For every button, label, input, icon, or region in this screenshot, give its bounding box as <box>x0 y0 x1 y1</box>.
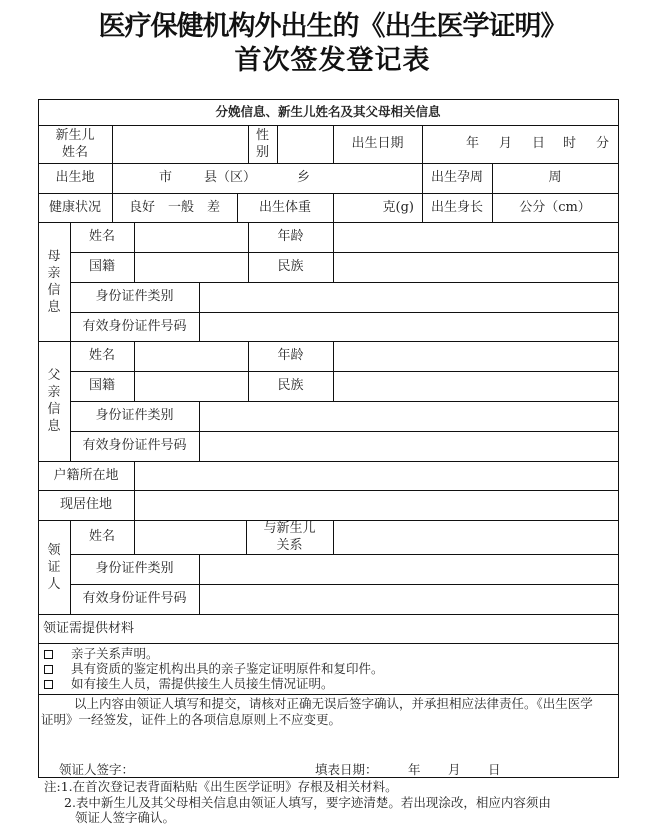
material-item-text: 亲子关系声明。 <box>71 646 159 661</box>
mother-ethnicity-field[interactable] <box>333 252 618 282</box>
group-char: 领 <box>47 542 61 558</box>
father-id-number-label: 有效身份证件号码 <box>82 438 187 453</box>
fill-date-month-unit: 月 <box>448 762 461 777</box>
father-age-label: 年龄 <box>277 348 304 363</box>
father-name-label: 姓名 <box>88 348 115 363</box>
checkbox[interactable] <box>44 665 53 674</box>
group-char: 父 <box>47 368 61 383</box>
group-char: 亲 <box>47 385 61 400</box>
materials-header: 领证需提供材料 <box>43 620 135 636</box>
checkbox[interactable] <box>44 650 53 659</box>
relation-label-line1: 与新生儿 <box>263 521 316 536</box>
mother-name-field[interactable] <box>134 222 248 252</box>
note-2-continued: 领证人签字确认。 <box>75 810 176 825</box>
form-title-line1: 医疗保健机构外出生的《出生医学证明》 <box>98 11 567 42</box>
mother-age-label: 年龄 <box>277 229 304 244</box>
applicant-id-number-field[interactable] <box>199 584 618 614</box>
applicant-id-type-field[interactable] <box>199 554 618 584</box>
declaration-line1: 以上内容由领证人填写和提交，请核对正确无误后签字确认，并承担相应法律责任。《出生医学 <box>74 696 593 711</box>
birth-date-field[interactable] <box>422 125 618 163</box>
mother-info-group-label <box>38 222 70 341</box>
note-2: 2.表中新生儿及其父母相关信息由领证人填写，要字迹清楚。若出现涂改，相应内容须由 <box>64 795 551 810</box>
group-char: 证 <box>47 559 61 575</box>
material-item-text: 如有接生人员，需提供接生人员接生情况证明。 <box>71 676 334 691</box>
weight-field[interactable] <box>333 193 422 222</box>
birthplace-label: 出生地 <box>55 170 95 185</box>
year-unit: 年 <box>466 136 480 151</box>
material-item[interactable] <box>44 676 334 691</box>
newborn-name-field[interactable] <box>112 125 248 163</box>
mother-age-field[interactable] <box>333 222 618 252</box>
father-nationality-label: 国籍 <box>88 378 115 393</box>
birth-date-label: 出生日期 <box>351 136 404 151</box>
county-unit: 县（区） <box>204 170 257 185</box>
table-border-right <box>618 99 619 777</box>
group-char: 人 <box>47 576 61 592</box>
mother-id-type-field[interactable] <box>199 282 618 312</box>
household-label: 户籍所在地 <box>53 467 119 483</box>
residence-field[interactable] <box>134 490 618 520</box>
length-label: 出生身长 <box>430 199 483 215</box>
gestation-field[interactable] <box>492 163 618 193</box>
health-options[interactable]: 良好 一般 差 <box>128 199 220 215</box>
father-id-number-field[interactable] <box>199 431 618 461</box>
father-age-field[interactable] <box>333 341 618 371</box>
mother-id-type-label: 身份证件类别 <box>95 289 174 304</box>
form-title-line2: 首次签发登记表 <box>234 45 431 76</box>
father-ethnicity-label: 民族 <box>277 378 304 393</box>
row-divider <box>38 694 619 695</box>
section-header: 分娩信息、新生儿姓名及其父母相关信息 <box>215 104 441 119</box>
mother-ethnicity-label: 民族 <box>277 259 304 274</box>
mother-nationality-field[interactable] <box>134 252 248 282</box>
length-field[interactable] <box>492 193 618 222</box>
gestation-label: 出生孕周 <box>430 170 483 185</box>
father-info-group-label <box>38 341 70 461</box>
newborn-name-label-line2: 姓名 <box>61 145 88 160</box>
group-char: 信 <box>47 402 61 417</box>
cm-unit: 公分（cm） <box>519 199 591 215</box>
applicant-name-field[interactable] <box>134 520 246 554</box>
group-char: 息 <box>47 299 61 315</box>
day-unit: 日 <box>532 136 546 151</box>
gender-label <box>248 125 277 163</box>
applicant-group-label <box>38 520 70 614</box>
father-ethnicity-field[interactable] <box>333 371 618 401</box>
group-char: 信 <box>47 282 61 298</box>
mother-nationality-label: 国籍 <box>88 259 115 274</box>
hour-unit: 时 <box>563 136 577 151</box>
signature-label: 领证人签字： <box>59 762 135 777</box>
applicant-id-number-label: 有效身份证件号码 <box>82 591 187 606</box>
relation-label-line2: 关系 <box>276 538 303 553</box>
mother-id-number-field[interactable] <box>199 312 618 341</box>
residence-label: 现居住地 <box>59 497 112 512</box>
birthplace-field[interactable] <box>112 163 422 193</box>
fill-date-label: 填表日期： <box>315 762 378 777</box>
city-unit: 市 <box>159 170 173 185</box>
applicant-name-label: 姓名 <box>88 529 115 544</box>
declaration-line2: 证明》一经签发，证件上的各项信息原则上不应变更。 <box>41 712 342 727</box>
newborn-name-label <box>38 125 112 163</box>
gender-label-line1: 性 <box>255 128 269 143</box>
month-unit: 月 <box>499 136 513 151</box>
father-name-field[interactable] <box>134 341 248 371</box>
gender-field[interactable] <box>277 125 333 163</box>
group-char: 母 <box>47 248 61 264</box>
household-field[interactable] <box>134 461 618 490</box>
mother-name-label: 姓名 <box>88 229 115 244</box>
fill-date-day-unit: 日 <box>488 762 501 777</box>
gram-unit: 克(g) <box>382 199 414 215</box>
group-char: 亲 <box>47 265 61 281</box>
material-item[interactable] <box>44 661 384 676</box>
father-nationality-field[interactable] <box>134 371 248 401</box>
checkbox[interactable] <box>44 680 53 689</box>
table-border-bottom <box>38 777 619 778</box>
newborn-name-label-line1: 新生儿 <box>55 128 95 143</box>
relation-label <box>246 520 333 554</box>
weight-label: 出生体重 <box>258 199 311 215</box>
township-unit: 乡 <box>297 170 311 185</box>
material-item-text: 具有资质的鉴定机构出具的亲子鉴定证明原件和复印件。 <box>71 661 384 676</box>
week-unit: 周 <box>548 170 562 185</box>
row-divider <box>38 643 619 644</box>
father-id-type-field[interactable] <box>199 401 618 431</box>
relation-field[interactable] <box>333 520 618 554</box>
note-1: 注:1.在首次登记表背面粘贴《出生医学证明》存根及相关材料。 <box>44 779 398 794</box>
father-id-type-label: 身份证件类别 <box>95 408 174 423</box>
fill-date-year-unit: 年 <box>408 762 421 777</box>
gender-label-line2: 别 <box>255 145 269 160</box>
minute-unit: 分 <box>596 136 610 151</box>
group-char: 息 <box>47 419 61 434</box>
material-item[interactable] <box>44 646 159 661</box>
mother-id-number-label: 有效身份证件号码 <box>82 318 187 334</box>
health-label: 健康状况 <box>48 199 101 215</box>
applicant-id-type-label: 身份证件类别 <box>95 561 174 576</box>
